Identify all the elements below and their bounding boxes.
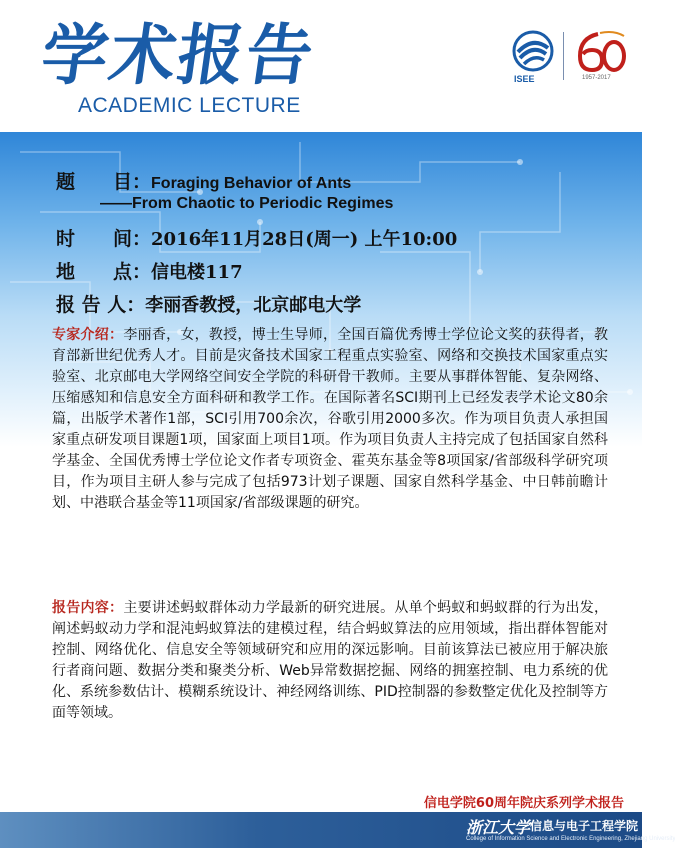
abstract-heading: 报告内容： xyxy=(52,600,124,616)
title-en: ACADEMIC LECTURE xyxy=(78,94,301,117)
title-cn: 学术报告 xyxy=(36,17,320,94)
topic-subtitle-row xyxy=(100,193,393,213)
anniversary-60-logo-icon xyxy=(570,30,628,76)
time-row xyxy=(56,224,457,251)
place-row xyxy=(56,257,243,284)
topic-row xyxy=(56,167,351,194)
speaker-value: 李丽香教授，北京邮电大学 xyxy=(145,295,362,316)
isee-logo-label: ISEE xyxy=(514,74,535,84)
time-label: 时 间： xyxy=(56,228,152,250)
department-name-en: College of Information Science and Electronic Engineering, Zhejiang University xyxy=(466,836,675,842)
bio-text: 李丽香，女，教授，博士生导师，全国百篇优秀博士学位论文奖的获得者，教育部新世纪优秀人才。目前是灾备技术国家工程重点实验室、网络和交换技术国家重点实验室、北京邮电大学网络空间安全学院的科研骨干教师。主要从事群体智能、复杂网络、压缩感知和信息安全方面科研和教学工作。在国际著名SCI期刊上已经发表学术论文80余篇，出版学术著作1部，SCI引用700余次，谷歌引用2000多次。作为项目负责人承担国家重点研发项目课题1项，国家面上项目1项。作为项目负责人主持完成了包括国家自然科学基金、全国优秀博士学位论文作者专项资金、霍英东基金等8项国家/省部级科学研究项目，作为项目主研人参与完成了包括973计划子课题、国家自然科学基金、中日韩前瞻计划、中港联合基金等11项国家/省部级课题的研究。 xyxy=(52,327,609,511)
speaker-bio xyxy=(52,325,608,514)
bio-heading: 专家介绍： xyxy=(52,327,124,343)
topic-label: 题 目： xyxy=(56,171,152,193)
logo-divider xyxy=(563,32,564,80)
abstract-text: 主要讲述蚂蚁群体动力学最新的研究进展。从单个蚂蚁和蚂蚁群的行为出发，阐述蚂蚁动力学和混沌蚂蚁算法的建模过程，结合蚂蚁算法的应用领域，指出群体智能对控制、网络优化、信息安全等领域研究和应用的深远影响。目前该算法已被应用于解决旅行者商问题、数据分类和聚类分析、Web异常数据挖掘、网络的拥塞控制、电力系统的优化、系统参数估计、模糊系统设计、神经网络训练、PID控制器的参数整定优化及控制等方面等领域。 xyxy=(52,600,609,721)
anniversary-years: 1957-2017 xyxy=(582,75,611,81)
place-label: 地 点： xyxy=(56,261,152,283)
footer-series: 信电学院60周年院庆系列学术报告 xyxy=(423,796,624,811)
lecture-abstract xyxy=(52,598,608,724)
header xyxy=(0,0,642,132)
topic-line1: Foraging Behavior of Ants xyxy=(151,175,352,192)
place-value: 信电楼117 xyxy=(151,262,243,283)
speaker-label: 报 告 人： xyxy=(56,294,146,316)
department-name: 信息与电子工程学院 xyxy=(530,819,639,833)
topic-line2: ——From Chaotic to Periodic Regimes xyxy=(100,195,394,212)
isee-logo-icon xyxy=(512,30,554,74)
speaker-row xyxy=(56,290,361,317)
time-value: 2016年11月28日(周一) 上午10:00 xyxy=(151,229,458,250)
university-name: 浙江大学 xyxy=(466,818,531,837)
